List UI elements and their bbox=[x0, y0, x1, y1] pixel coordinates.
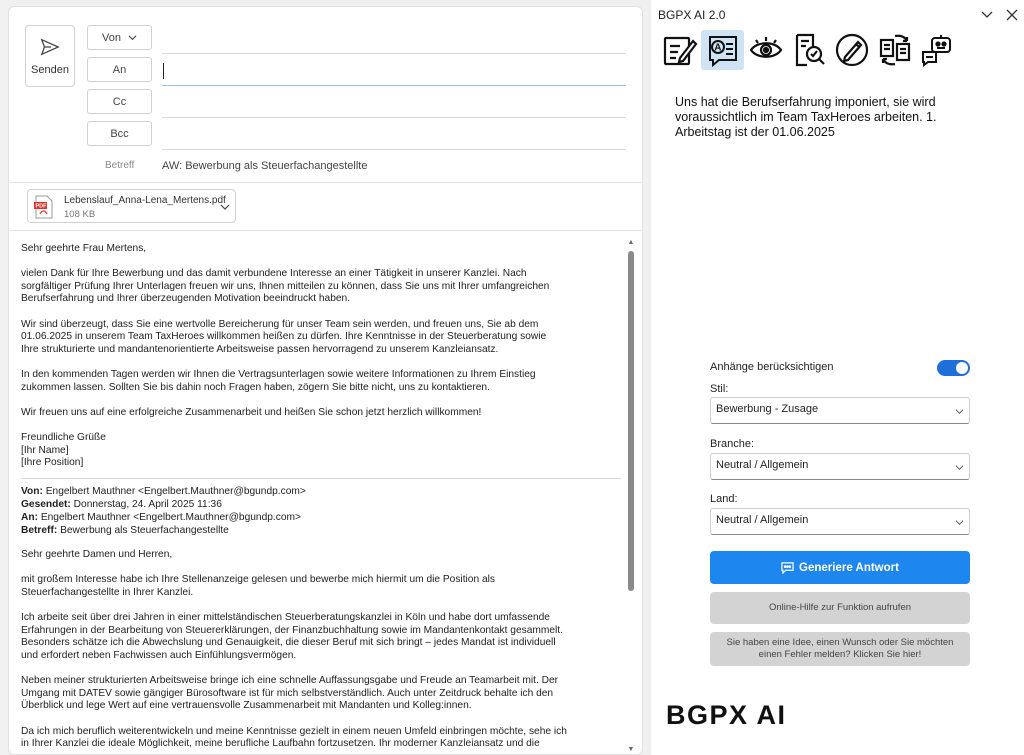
generate-label: Generiere Antwort bbox=[799, 561, 899, 574]
country-label: Land: bbox=[710, 493, 738, 505]
attachments-toggle[interactable] bbox=[937, 360, 970, 376]
attachment-name: Lebenslauf_Anna-Lena_Mertens.pdf bbox=[64, 195, 226, 206]
tool-edit[interactable] bbox=[658, 30, 701, 70]
edit-icon bbox=[662, 32, 698, 68]
country-select[interactable] bbox=[710, 508, 970, 535]
paragraph: mit großem Interesse habe ich Ihre Stellenanzeige gelesen und bewerbe mich hiermit um die Position als Steuerfachangestellte in Ihrer Kanzlei. bbox=[21, 574, 495, 599]
paragraph: vielen Dank für Ihre Bewerbung und das damit verbundene Interesse an einer Tätigkeit in unserer Kanzlei. Nach sorgfältiger Prüfung Ihrer Unterlagen freuen wir uns, Ihnen mitteilen zu können, dass Sie uns mit Ihrer umfangreichen Berufserfahrung und Ihrer überzeugenden Motivation beeindruckt haben. bbox=[21, 268, 550, 305]
chevron-down-icon[interactable] bbox=[981, 10, 993, 20]
subject-label: Betreff bbox=[105, 160, 135, 171]
bcc-input[interactable] bbox=[162, 149, 626, 150]
chevron-down-icon bbox=[955, 518, 964, 527]
attachment-size: 108 KB bbox=[64, 209, 96, 220]
generate-button[interactable] bbox=[710, 551, 970, 584]
chatbot-icon bbox=[920, 32, 956, 68]
eye-icon bbox=[748, 32, 784, 68]
brand-logo: BGPX AI bbox=[666, 700, 787, 730]
greeting: Sehr geehrte Frau Mertens, bbox=[21, 243, 147, 254]
message-body[interactable] bbox=[21, 243, 621, 755]
quoted-to-label: An: bbox=[21, 511, 38, 523]
text-caret bbox=[163, 63, 164, 79]
attachments-toggle-label: Anhänge berücksichtigen bbox=[710, 361, 834, 373]
bcc-label: Bcc bbox=[110, 127, 129, 140]
tool-preview[interactable] bbox=[744, 30, 787, 70]
country-value: Neutral / Allgemein bbox=[716, 514, 809, 526]
style-value: Bewerbung - Zusage bbox=[716, 403, 819, 415]
quoted-sent: Donnerstag, 24. April 2025 11:36 bbox=[73, 498, 222, 510]
help-label: Online-Hilfe zur Funktion aufrufen bbox=[768, 602, 912, 613]
scrollbar-thumb[interactable] bbox=[628, 251, 634, 591]
send-label: Senden bbox=[31, 64, 69, 76]
svg-text:PDF: PDF bbox=[35, 203, 47, 210]
style-select[interactable] bbox=[710, 397, 970, 424]
send-icon bbox=[39, 36, 61, 58]
result-text: Uns hat die Berufserfahrung imponiert, sie wird voraussichtlich im Team TaxHeroes arbeiten. 1. Arbeitstag ist der 01.06.2025 bbox=[675, 95, 937, 139]
quoted-sent-label: Gesendet: bbox=[21, 498, 71, 510]
tool-reply[interactable] bbox=[701, 30, 744, 70]
industry-value: Neutral / Allgemein bbox=[716, 459, 809, 471]
scroll-down-icon[interactable]: ▼ bbox=[627, 746, 635, 753]
tool-chat[interactable] bbox=[916, 30, 959, 70]
industry-select[interactable] bbox=[710, 453, 970, 480]
feedback-label: Sie haben eine Idee, einen Wunsch oder Sie möchten einen Fehler melden? Klicken Sie hier! bbox=[726, 637, 954, 660]
to-button[interactable] bbox=[87, 57, 152, 82]
from-button[interactable] bbox=[87, 25, 152, 50]
pane-title: BGPX AI 2.0 bbox=[658, 8, 726, 22]
bcc-button[interactable] bbox=[87, 121, 152, 146]
quoted-subject-label: Betreff: bbox=[21, 524, 58, 536]
help-button[interactable] bbox=[710, 592, 970, 624]
chevron-down-icon bbox=[955, 463, 964, 472]
scroll-up-icon[interactable]: ▲ bbox=[627, 239, 635, 246]
paragraph: Wir freuen uns auf eine erfolgreiche Zusammenarbeit und heißen Sie schon jetzt herzlich willkommen! bbox=[21, 406, 482, 418]
cc-button[interactable] bbox=[87, 89, 152, 114]
attachment-chip[interactable] bbox=[27, 189, 236, 223]
style-label: Stil: bbox=[710, 383, 729, 395]
tool-check[interactable] bbox=[787, 30, 830, 70]
paragraph: Neben meiner strukturierten Arbeitsweise bringe ich eine schnelle Auffassungsgabe und Freude an Teamarbeit mit. Der Umgang mit DATEV sowie gängiger Bürosoftware ist für mich selbstverständlich. Auch unter Zeitdruck behalte ich den Überblick und lege Wert auf eine vertrauensvolle Zusammenarbeit mit Mandanten und Kolleg:innen. bbox=[21, 675, 559, 712]
quoted-from-label: Von: bbox=[21, 485, 43, 497]
paragraph: Ich arbeite seit über drei Jahren in einer mittelständischen Steuerberatungskanzlei in Köln und habe dort umfassende Erfahrungen in der Bearbeitung von Steuererklärungen, der Finanzbuchhaltung sowie im Mandantenkontakt gesammelt. Besonders schätze ich die Abwechslung und Genauigkeit, die dieser Beruf mit sich bringt – jedes Mandat ist individuell und erfordert neben Fachwissen auch Einfühlungsvermögen. bbox=[21, 612, 563, 662]
paragraph: Wir sind überzeugt, dass Sie eine wertvolle Bereicherung für unser Team sein werden, und freuen uns, Sie ab dem 01.06.2025 in unserem Team TaxHeroes willkommen heißen zu dürfen. Ihre Kenntnisse in der Steuerberatung sowie Ihre strukturierte und mandantenorientierte Arbeitsweise passen hervorragend zu unserem Kanzleiansatz. bbox=[21, 318, 547, 355]
chevron-down-icon bbox=[128, 33, 137, 42]
from-label: Von bbox=[102, 31, 121, 44]
addin-pane bbox=[651, 0, 1024, 755]
paragraph: In den kommenden Tagen werden wir Ihnen die Vertragsunterlagen sowie weitere Informationen zu Ihrem Einstieg zukommen lassen. Sollten Sie bis dahin noch Fragen haben, zögern Sie bitte nicht, uns zu kontaktieren. bbox=[21, 368, 536, 393]
tool-convert[interactable] bbox=[873, 30, 916, 70]
subject-input[interactable]: AW: Bewerbung als Steuerfachangestellte bbox=[162, 160, 368, 172]
pdf-icon bbox=[34, 195, 54, 219]
compose-window bbox=[8, 6, 643, 755]
svg-text:A: A bbox=[713, 42, 722, 54]
scrollbar[interactable] bbox=[626, 237, 638, 755]
from-field[interactable] bbox=[162, 53, 626, 54]
quoted-header bbox=[21, 485, 621, 537]
feedback-button[interactable] bbox=[710, 632, 970, 666]
cc-label: Cc bbox=[112, 95, 127, 108]
quoted-subject: Bewerbung als Steuerfachangestellte bbox=[60, 524, 229, 536]
quoted-from: Engelbert Mauthner <Engelbert.Mauthner@bgundp.com> bbox=[45, 485, 306, 497]
divider bbox=[9, 182, 643, 183]
closing: Freundliche Grüße [Ihr Name] [Ihre Position] bbox=[21, 431, 106, 469]
quoted-to: Engelbert Mauthner <Engelbert.Mauthner@bgundp.com> bbox=[40, 511, 301, 523]
cc-input[interactable] bbox=[162, 117, 626, 118]
paragraph: Da ich mich beruflich weiterentwickeln und meine Kenntnisse gezielt in einem neuen Umfeld einbringen möchte, sehe ich in Ihrer Kanzlei die ideale Möglichkeit, meine berufliche Laufbahn fortzusetzen. Ihr moderner Kanzleiansatz und die bbox=[21, 725, 567, 750]
industry-label: Branche: bbox=[710, 438, 755, 450]
quote-divider bbox=[21, 478, 621, 479]
close-icon[interactable] bbox=[1006, 9, 1018, 21]
chevron-down-icon[interactable] bbox=[220, 202, 230, 212]
chat-icon bbox=[781, 561, 794, 574]
tool-bar bbox=[658, 30, 959, 70]
tool-rewrite[interactable] bbox=[830, 30, 873, 70]
pen-circle-icon bbox=[834, 32, 870, 68]
divider bbox=[9, 230, 643, 231]
send-button[interactable] bbox=[25, 25, 75, 87]
quoted-greeting: Sehr geehrte Damen und Herren, bbox=[21, 549, 173, 561]
search-doc-icon bbox=[791, 32, 827, 68]
reply-icon bbox=[705, 32, 741, 68]
to-label: An bbox=[112, 63, 127, 76]
sync-doc-icon bbox=[877, 32, 913, 68]
chevron-down-icon bbox=[955, 407, 964, 416]
to-input[interactable] bbox=[162, 85, 626, 86]
toggle-knob bbox=[956, 362, 968, 374]
